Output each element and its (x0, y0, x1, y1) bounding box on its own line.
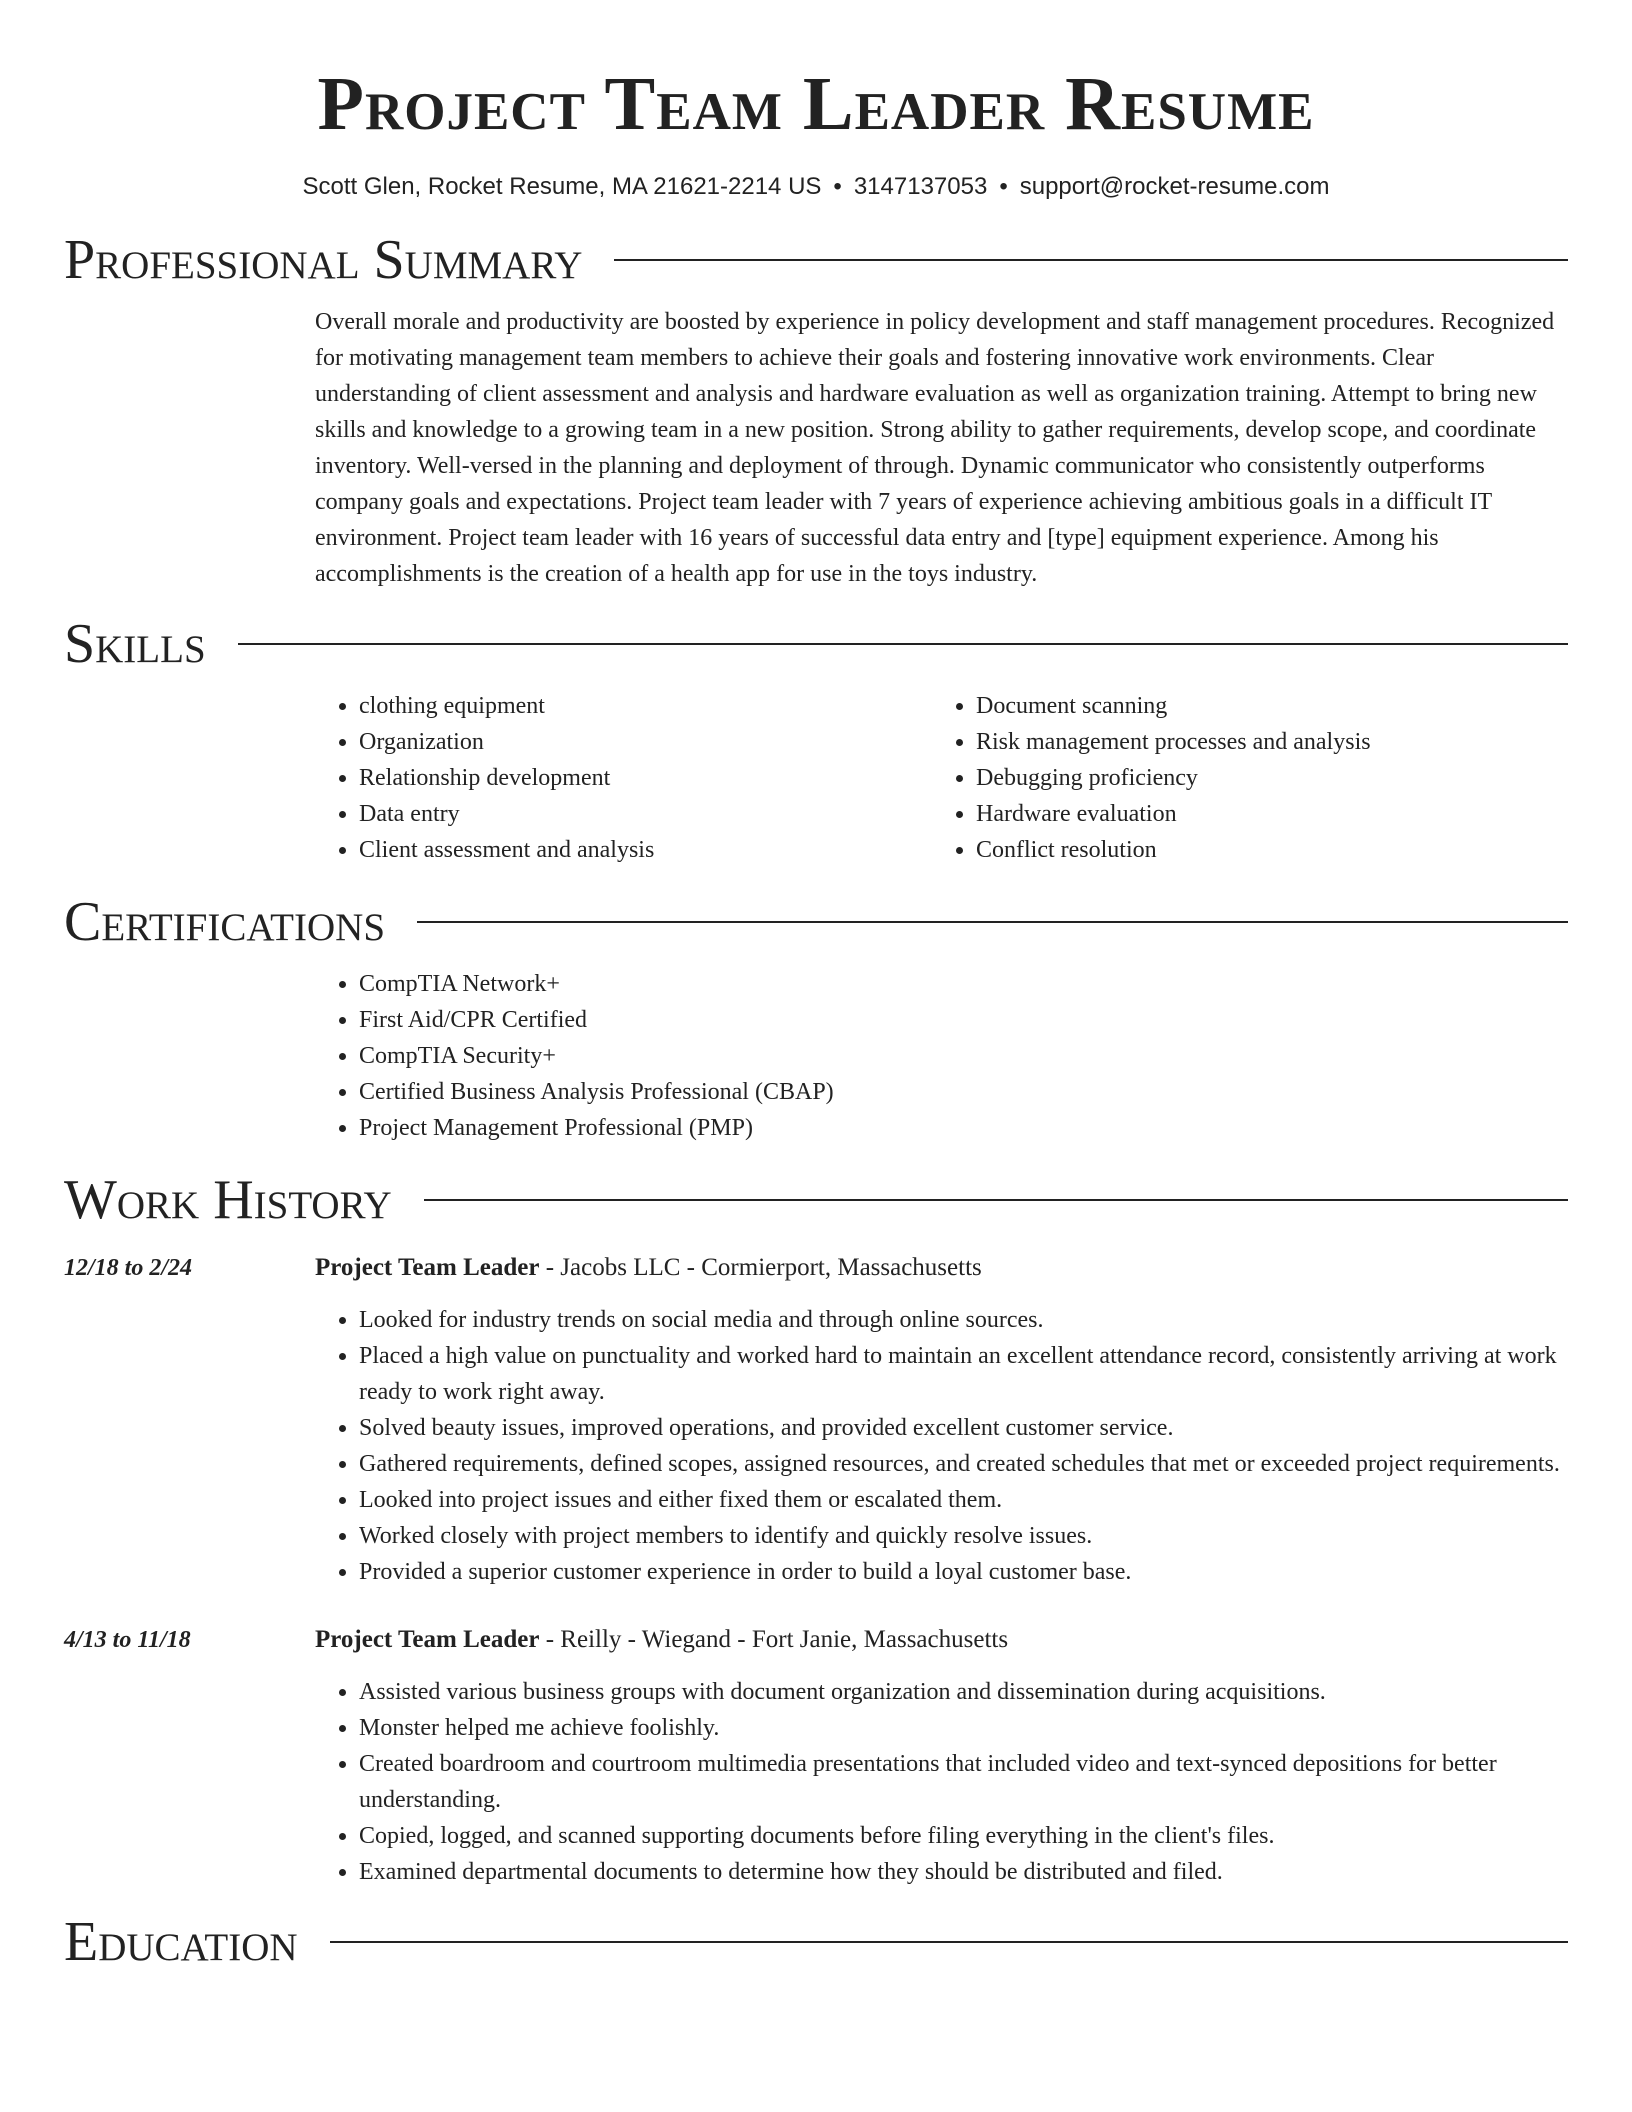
job-dates: 4/13 to 11/18 (64, 1627, 191, 1653)
skills-heading: Skills (64, 613, 206, 675)
job-heading (315, 1622, 1008, 1658)
job-bullet: • Looked for industry trends on social media and through online sources. (359, 1302, 1568, 1338)
job-title: Project Team Leader (315, 1254, 540, 1281)
certification-item: • CompTIA Security+ (359, 1038, 1568, 1074)
work-history-section (64, 1168, 1568, 1890)
skill-item: • Document scanning (976, 688, 1549, 724)
education-section (64, 1910, 1568, 1974)
job-title: Project Team Leader (315, 1626, 540, 1653)
skill-item: • clothing equipment (359, 688, 932, 724)
job-details: - Jacobs LLC - Cormierport, Massachusetts (539, 1254, 982, 1281)
contact-line (64, 172, 1568, 202)
skill-item: • Conflict resolution (976, 832, 1549, 868)
job-bullet: • Looked into project issues and either fixed them or escalated them. (359, 1482, 1568, 1518)
skill-item: • Risk management processes and analysis (976, 724, 1549, 760)
skill-item: • Relationship development (359, 760, 932, 796)
section-divider (330, 1941, 1568, 1943)
work-history-heading: Work History (64, 1169, 392, 1231)
job-bullet: • Examined departmental documents to determine how they should be distributed and filed. (359, 1854, 1568, 1890)
job-bullet: • Created boardroom and courtroom multimedia presentations that included video and text-synced depositions for better understanding. (359, 1746, 1568, 1818)
summary-section (64, 228, 1568, 592)
contact-address: Scott Glen, Rocket Resume, MA 21621-2214 US (302, 173, 822, 200)
job-heading (315, 1250, 982, 1286)
job-bullet: • Provided a superior customer experience in order to build a loyal customer base. (359, 1554, 1568, 1590)
skills-header (64, 612, 1568, 676)
work-history-header (64, 1168, 1568, 1232)
job-dates: 12/18 to 2/24 (64, 1255, 193, 1281)
certifications-heading: Certifications (64, 891, 386, 953)
job-bullet: • Solved beauty issues, improved operations, and provided excellent customer service. (359, 1410, 1568, 1446)
skill-item: • Client assessment and analysis (359, 832, 932, 868)
certifications-section (64, 890, 1568, 1146)
skills-column-right (932, 688, 1549, 868)
skill-item: • Organization (359, 724, 932, 760)
job-entry (64, 1250, 1568, 1590)
contact-email: support@rocket-resume.com (1019, 173, 1330, 200)
certifications-list (315, 966, 1568, 1146)
job-bullet: • Gathered requirements, defined scopes, assigned resources, and created schedules that met or exceeded project requirements. (359, 1446, 1568, 1482)
certifications-header (64, 890, 1568, 954)
section-divider (424, 1199, 1568, 1201)
job-bullets (315, 1302, 1568, 1590)
job-header (64, 1622, 1568, 1662)
job-entry (64, 1622, 1568, 1890)
skills-section (64, 612, 1568, 868)
section-divider (238, 643, 1568, 645)
job-bullet-list (315, 1302, 1568, 1590)
certification-item: • First Aid/CPR Certified (359, 1002, 1568, 1038)
contact-separator: • (833, 173, 842, 200)
certifications-body (315, 966, 1568, 1146)
job-details: - Reilly - Wiegand - Fort Janie, Massachusetts (539, 1626, 1009, 1653)
job-bullets (315, 1674, 1568, 1890)
job-bullet-list (315, 1674, 1568, 1890)
summary-heading: Professional Summary (64, 229, 583, 291)
skills-list-right (932, 688, 1549, 868)
job-bullet: • Assisted various business groups with document organization and dissemination during acquisitions. (359, 1674, 1568, 1710)
summary-header (64, 228, 1568, 292)
job-bullet: • Monster helped me achieve foolishly. (359, 1710, 1568, 1746)
resume-page (64, 0, 1568, 1974)
skill-item: • Debugging proficiency (976, 760, 1549, 796)
certification-item: • Certified Business Analysis Professional (CBAP) (359, 1074, 1568, 1110)
job-bullet: • Copied, logged, and scanned supporting documents before filing everything in the client's files. (359, 1818, 1568, 1854)
job-bullet: • Placed a high value on punctuality and worked hard to maintain an excellent attendance record, consistently arriving at work ready to work right away. (359, 1338, 1568, 1410)
contact-separator: • (999, 173, 1008, 200)
contact-phone: 3147137053 (853, 173, 988, 200)
skill-item: • Data entry (359, 796, 932, 832)
section-divider (417, 921, 1568, 923)
education-header (64, 1910, 1568, 1974)
summary-body (315, 304, 1568, 592)
job-bullet: • Worked closely with project members to identify and quickly resolve issues. (359, 1518, 1568, 1554)
page-title: Project Team Leader Resume (317, 62, 1315, 146)
skills-list-left (315, 688, 932, 868)
skills-column-left (315, 688, 932, 868)
skills-body (315, 688, 1568, 868)
skill-item: • Hardware evaluation (976, 796, 1549, 832)
job-header (64, 1250, 1568, 1290)
summary-text: Overall morale and productivity are boosted by experience in policy development and staff management procedures. Recognized for motivating management team members to achieve their goals and fostering innovative work environments. Clear understanding of client assessment and analysis and hardware evaluation as well as organization training. Attempt to bring new skills and knowledge to a growing team in a new position. Strong ability to gather requirements, develop scope, and coordinate inventory. Well-versed in the planning and deployment of through. Dynamic communicator who consistently outperforms company goals and expectations. Project team leader with 7 years of experience achieving ambitious goals in a difficult IT environment. Project team leader with 16 years of successful data entry and [type] equipment experience. Among his accomplishments is the creation of a health app for use in the toys industry. (315, 309, 1555, 587)
education-heading: Education (64, 1911, 298, 1973)
certification-item: • CompTIA Network+ (359, 966, 1568, 1002)
section-divider (614, 259, 1568, 261)
certification-item: • Project Management Professional (PMP) (359, 1110, 1568, 1146)
